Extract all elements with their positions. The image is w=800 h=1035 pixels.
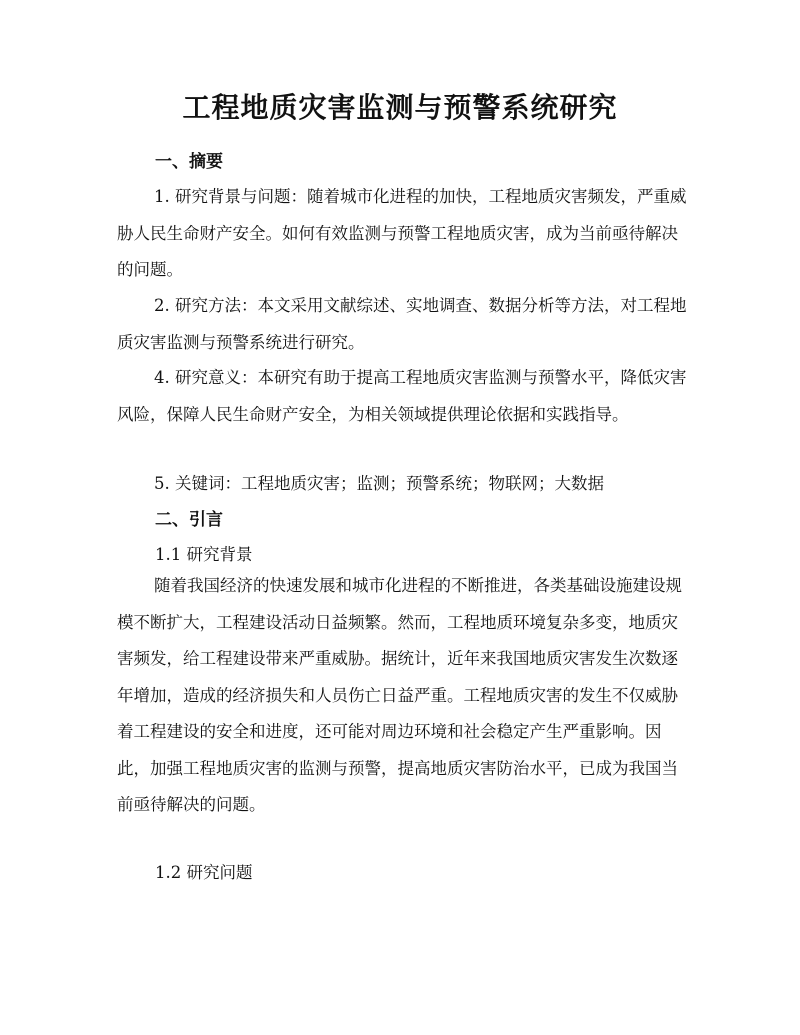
abstract-heading: 一、摘要: [155, 152, 223, 172]
abstract-item-keywords: 5. 关键词：工程地质灾害；监测；预警系统；物联网；大数据: [154, 474, 604, 493]
intro-heading: 二、引言: [155, 510, 223, 530]
abstract-item-method: 2. 研究方法：本文采用文献综述、实地调查、数据分析等方法，对工程地质灾害监测与预警系统进行研究。: [117, 296, 687, 352]
document-title: 工程地质灾害监测与预警系统研究: [182, 91, 618, 124]
subsection-1-1-title: 1.1 研究背景: [155, 545, 253, 564]
background-paragraph: 随着我国经济的快速发展和城市化进程的不断推进，各类基础设施建设规模不断扩大，工程建设活动日益频繁。然而，工程地质环境复杂多变，地质灾害频发，给工程建设带来严重威胁。据统计，近年来我国地质灾害发生次数逐年增加，造成的经济损失和人员伤亡日益严重。工程地质灾害的发生不仅威胁着工程建设的安全和进度，还可能对周边环境和社会稳定产生严重影响。因此，加强工程地质灾害的监测与预警，提高地质灾害防治水平，已成为我国当前亟待解决的问题。: [117, 576, 682, 814]
subsection-1-2-title: 1.2 研究问题: [155, 863, 253, 882]
abstract-item-significance: 4. 研究意义：本研究有助于提高工程地质灾害监测与预警水平，降低灾害风险，保障人民生命财产安全，为相关领域提供理论依据和实践指导。: [117, 368, 687, 424]
abstract-item-background: 1. 研究背景与问题：随着城市化进程的加快，工程地质灾害频发，严重威胁人民生命财产安全。如何有效监测与预警工程地质灾害，成为当前亟待解决的问题。: [117, 187, 687, 279]
